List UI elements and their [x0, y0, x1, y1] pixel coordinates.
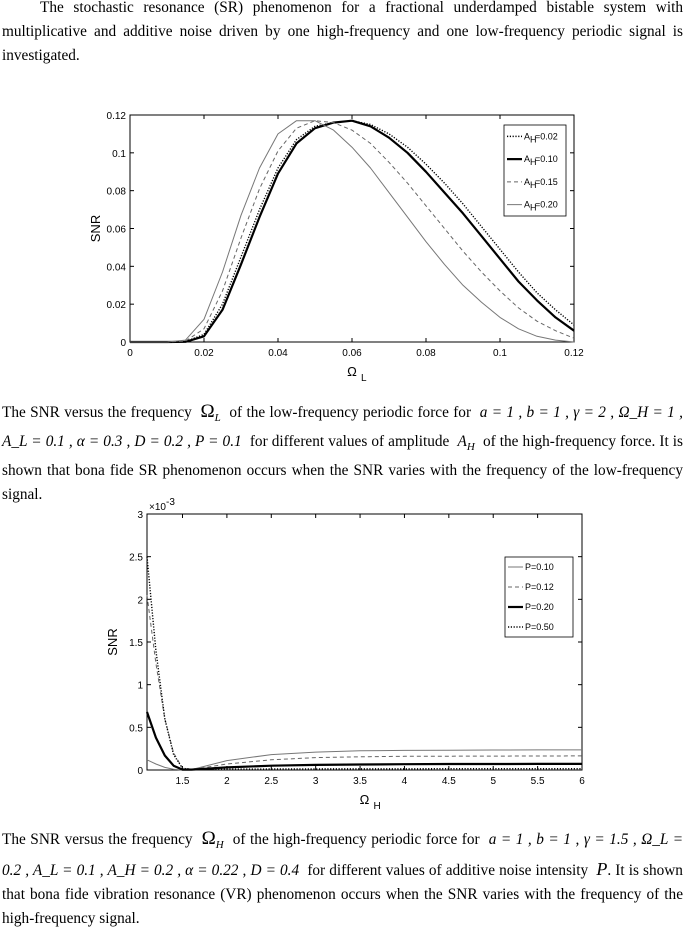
y-tick-label: 0.12	[106, 111, 126, 122]
x-tick-label: 2.5	[264, 776, 279, 787]
legend-label-2: P=0.12	[525, 582, 554, 592]
caption-2-omega-symbol: Ω	[201, 828, 216, 849]
y-axis-label: SNR	[105, 628, 120, 656]
x-tick-label: 6	[579, 776, 585, 787]
legend-label-val-3: =0.15	[535, 176, 558, 187]
snr-vs-omega-l-chart	[0, 100, 685, 410]
y-tick-label: 0.5	[129, 723, 143, 735]
legend-label-4: A	[524, 199, 531, 210]
caption-1-text-d: of the high-frequency force. It is shown that bona fide SR phenomenon occurs when the SNR varies with the frequency of the low-frequency signal.	[2, 433, 683, 504]
x-tick-label: 5.5	[530, 776, 545, 787]
x-axis-label-sub: L	[361, 373, 367, 384]
y-multiplier: ×10	[149, 502, 166, 513]
x-tick-label: 4	[401, 776, 408, 787]
legend-label-4: P=0.50	[525, 622, 554, 632]
legend-label-1: A	[524, 131, 531, 142]
legend-label-sub-2: H	[530, 157, 537, 168]
y-tick-label: 2	[137, 595, 143, 607]
x-tick-label: 0.02	[194, 348, 214, 359]
x-tick-label: 0	[127, 348, 133, 359]
intro-paragraph: The stochastic resonance (SR) phenomenon for a fractional underdamped bistable system with multiplicative and additive noise driven by one high-frequency and one low-frequency periodic signal is investigated.	[2, 0, 683, 64]
series-line-1	[147, 750, 582, 770]
caption-2-noise-symbol: P	[596, 859, 608, 880]
y-tick-label: 0	[120, 338, 126, 349]
x-tick-label: 3.5	[353, 776, 368, 787]
legend-label-1: P=0.10	[525, 562, 554, 572]
x-tick-label: 1.5	[175, 776, 190, 787]
caption-2-text-c: for different values of additive noise intensity	[307, 862, 589, 880]
x-tick-label: 0.06	[342, 348, 362, 359]
caption-1-text-b: of the low-frequency periodic force for	[229, 404, 472, 421]
x-tick-label: 3	[312, 776, 319, 787]
caption-2-text-b: of the high-frequency periodic force for	[232, 831, 480, 848]
caption-1-text-c: for different values of amplitude	[249, 433, 450, 451]
x-tick-label: 0.08	[416, 348, 436, 359]
y-tick-label: 3	[137, 510, 143, 521]
snr-vs-omega-h-chart	[0, 497, 685, 825]
plot-frame	[147, 514, 582, 770]
legend-label-val-4: =0.20	[535, 199, 558, 210]
caption-1	[2, 400, 683, 507]
y-tick-label: 0.1	[112, 148, 126, 160]
legend-label-3: A	[524, 176, 531, 187]
caption-2-omega-sub: H	[215, 839, 224, 852]
y-tick-label: 1.5	[129, 638, 143, 649]
y-tick-label: 0.02	[106, 300, 126, 312]
y-tick-label: 0.06	[106, 224, 126, 236]
legend-label-2: A	[524, 154, 531, 165]
y-tick-label: 0.04	[106, 262, 126, 274]
caption-2-params-2: γ = 1.5 , Ω_L = 0.2 , A_L = 0.1 , A_H = 0.2 , α = 0.22 , D = 0.4	[2, 831, 684, 880]
x-axis-label: Ω	[359, 792, 370, 807]
y-multiplier-exp: -3	[166, 497, 175, 508]
caption-1-amp-symbol: A	[457, 433, 467, 451]
caption-1-params-1: a = 1 , b = 1 , γ = 2 ,	[479, 404, 615, 421]
legend-label-sub-4: H	[530, 202, 537, 213]
x-tick-label: 0.12	[564, 348, 584, 359]
caption-2-text-d: . It is shown that bona fide vibration resonance (VR) phenomenon occurs when the SNR varies with the frequency of the high-frequency signal.	[2, 862, 683, 928]
caption-1-params-2: Ω_H = 1 , A_L = 0.1 , α = 0.3 , D = 0.2 , P = 0.1	[2, 404, 683, 451]
caption-2-params-1: a = 1 , b = 1 ,	[488, 831, 580, 848]
x-axis-label: Ω	[347, 364, 357, 379]
legend-label-val-2: =0.10	[535, 154, 558, 165]
x-tick-label: 0.1	[493, 348, 507, 359]
y-tick-label: 0	[137, 766, 143, 777]
caption-2-text-a: The SNR versus the frequency	[2, 831, 193, 848]
legend-label-sub-3: H	[530, 179, 537, 190]
x-tick-label: 2	[224, 776, 230, 787]
y-tick-label: 0.08	[106, 186, 126, 198]
x-axis-label-sub: H	[373, 801, 381, 812]
caption-1-omega-sub: L	[214, 412, 221, 425]
y-axis-label: SNR	[88, 214, 103, 243]
x-tick-label: 0.04	[268, 348, 288, 359]
caption-1-text-a: The SNR versus the frequency	[2, 404, 192, 421]
y-tick-label: 2.5	[129, 552, 143, 564]
caption-1-omega-symbol: Ω	[200, 401, 215, 422]
series-line-3	[147, 712, 582, 770]
y-tick-label: 1	[137, 680, 143, 692]
caption-1-amp-sub: H	[466, 441, 475, 454]
x-tick-label: 4.5	[441, 776, 456, 787]
legend-label-3: P=0.20	[525, 602, 554, 612]
legend-label-sub-1: H	[530, 134, 537, 145]
legend-label-val-1: =0.02	[535, 131, 558, 142]
x-tick-label: 5	[490, 776, 497, 787]
caption-2	[2, 827, 683, 931]
